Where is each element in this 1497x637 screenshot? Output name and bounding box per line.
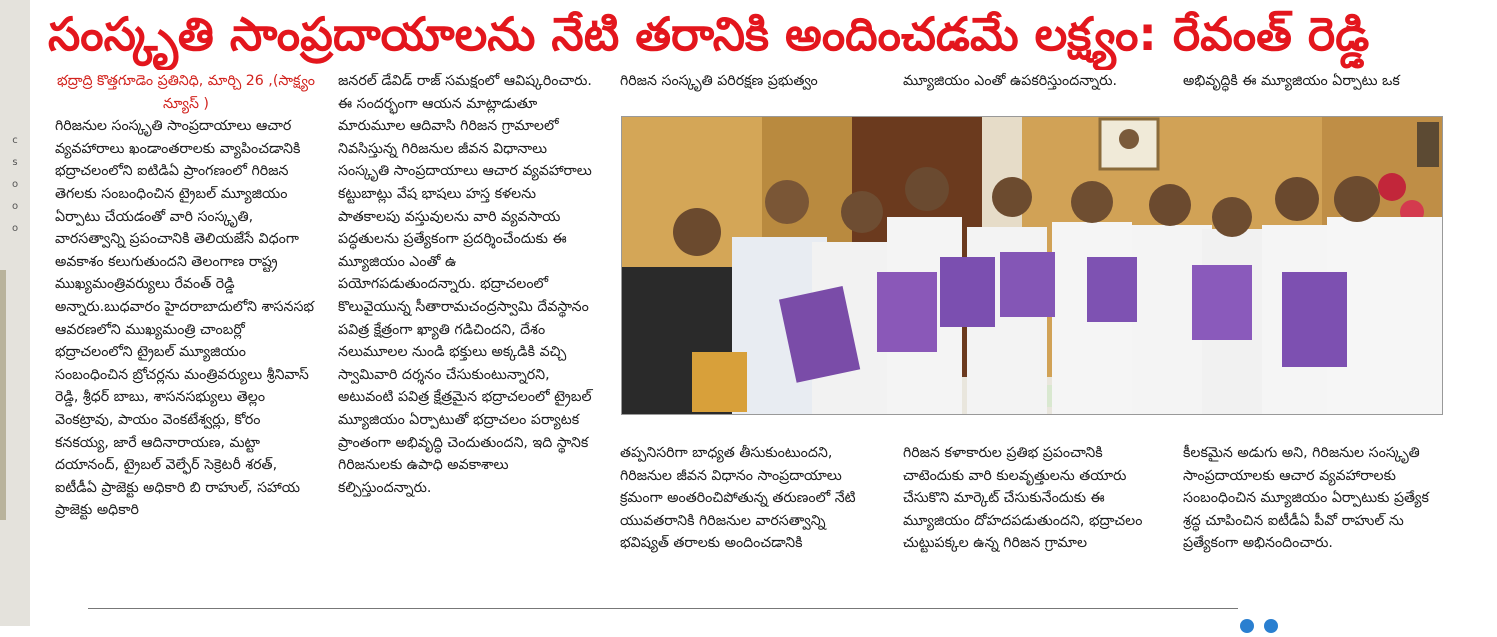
column-3-bottom-text: తప్పనిసరిగా బాధ్యత తీసుకుంటుందని, గిరిజనుల జీవన విధానం సాంప్రదాయాలు క్రమంగా అంతరించిపోతున్న తరుణంలో నేటి యువతరానికి గిరిజనుల వారసత్వాన్ని భవిష్యత్ తరాలకు అందించడానికి <box>620 445 856 552</box>
article-column-2 <box>338 70 594 585</box>
article-column-4-top <box>903 70 1158 100</box>
adjacent-page-edge <box>0 0 30 626</box>
page-footer-icons <box>1240 618 1288 637</box>
edge-mark: c <box>12 135 18 146</box>
article-column-4-bottom <box>903 442 1158 587</box>
edge-mark: s <box>12 157 18 168</box>
column-5-top-text: అభివృద్ధికి ఈ మ్యూజియం ఏర్పాటు ఒక <box>1183 73 1400 89</box>
article-column-5-bottom <box>1183 442 1445 587</box>
article-column-1 <box>55 70 317 585</box>
circle-icon <box>1240 619 1254 633</box>
column-3-top-text: గిరిజన సంస్కృతి పరిరక్షణ ప్రభుత్వం <box>620 73 818 89</box>
article-headline: సంస్కృతి సాంప్రదాయాలను నేటి తరానికి అందించడమే లక్ష్యం: రేవంత్ రెడ్డి <box>48 7 1370 61</box>
article-column-5-top <box>1183 70 1445 100</box>
edge-mark: o <box>11 201 19 212</box>
adjacent-page-photo-strip <box>0 270 6 520</box>
news-photo-brochure-launch <box>621 116 1443 415</box>
column-2-text: జనరల్ డేవిడ్ రాజ్ సమక్షంలో ఆవిష్కరించారు. ఈ సందర్భంగా ఆయన మాట్లాడుతూ మారుమూల ఆదివాసి గిరిజన గ్రామాలలో నివసిస్తున్న గిరిజనుల జీవన విధానాలు సంస్కృతి సాంప్రదాయాలు ఆచార వ్యవహారాలు కట్టుబాట్లు వేష భాషలు హస్త కళలను పాతకాలపు వస్తువులను వారి వ్యవసాయ పద్ధతులను ప్రత్యేకంగా ప్రదర్శించేందుకు ఈ మ్యూజియం ఎంతో ఉ పయోగపడుతుందన్నారు. భద్రాచలంలో కొలువైయున్న సీతారామచంద్రస్వామి దేవస్థానం పవిత్ర క్షేత్రంగా ఖ్యాతి గడిచిందని, దేశం నలుమూలల నుండి భక్తులు అక్కడికి వచ్చి స్వామివారి దర్శనం చేసుకుంటున్నారని, అటువంటి పవిత్ర క్షేత్రమైన భద్రాచలంలో ట్రైబల్ మ్యూజియం ఏర్పాటుతో భద్రాచలం పర్యాటక ప్రాంతంగా అభివృద్ధి చెందుతుందని, ఇది స్థానిక గిరిజనులకు ఉపాధి అవకాశాలు కల్పిస్తుందన్నారు. <box>338 73 592 496</box>
circle-icon <box>1264 619 1278 633</box>
column-4-bottom-text: గిరిజన కళాకారుల ప్రతిభ ప్రపంచానికి చాటెందుకు వారి కులవృత్తులను తయారు చేసుకొని మార్కెట్ చేసుకునేందుకు ఈ మ్యూజియం దోహదపడుతుందని, భద్రాచలం చుట్టుపక్కల ఉన్న గిరిజన గ్రామాల <box>903 445 1143 552</box>
adjacent-page-text-fragments <box>8 130 22 240</box>
article-bottom-divider <box>88 608 1238 609</box>
article-column-3-bottom <box>620 442 875 587</box>
column-4-top-text: మ్యూజియం ఎంతో ఉపకరిస్తుందన్నారు. <box>903 73 1118 89</box>
photo-illustration <box>622 117 1442 414</box>
column-5-bottom-text: కీలకమైన అడుగు అని, గిరిజనుల సంస్కృతి సాంప్రదాయాలకు ఆచార వ్యవహారాలకు సంబంధించిన మ్యూజియం ఏర్పాటుకు ప్రత్యేక శ్రద్ధ చూపించిన ఐటీడీఏ పీవో రాహుల్ ను ప్రత్యేకంగా అభినందించారు. <box>1183 445 1429 552</box>
article-dateline: భద్రాద్రి కొత్తగూడెం ప్రతినిధి, మార్చి 26 ,(సాక్ష్యం న్యూస్ ) <box>57 73 315 112</box>
edge-mark: o <box>11 179 19 190</box>
article-column-3-top <box>620 70 875 100</box>
edge-mark: o <box>11 223 19 234</box>
column-1-text: గిరిజనుల సంస్కృతి సాంప్రదాయాలు ఆచార వ్యవహారాలు ఖండాంతరాలకు వ్యాపించడానికి భద్రాచలంలోని ఐటిడిఏ ప్రాంగణంలో గిరిజన తెగలకు సంబంధించిన ట్రైబల్ మ్యూజియం ఏర్పాటు చేయడంతో వారి సంస్కృతి, వారసత్వాన్ని ప్రపంచానికి తెలియజేసే విధంగా అవకాశం కలుగుతుందని తెలంగాణ రాష్ట్ర ముఖ్యమంత్రివర్యులు రేవంత్ రెడ్డి అన్నారు.బుధవారం హైదరాబాదులోని శాసనసభ ఆవరణలోని ముఖ్యమంత్రి చాంబర్లో భద్రాచలంలోని ట్రైబల్ మ్యూజియం సంబంధించిన బ్రోచర్లను మంత్రివర్యులు శ్రీనివాస్ రెడ్డి, శ్రీధర్ బాబు, శాసనసభ్యులు తెల్లం వెంకట్రావు, పాయం వెంకటేశ్వర్లు, కోరం కనకయ్య, జారే ఆదినారాయణ, మట్టా దయానంద్, ట్రైబల్ వెల్ఫేర్ సెక్రెటరీ శరత్, ఐటీడీఏ ప్రాజెక్టు అధికారి బి రాహుల్, సహాయ ప్రాజెక్టు అధికారి <box>55 118 315 519</box>
